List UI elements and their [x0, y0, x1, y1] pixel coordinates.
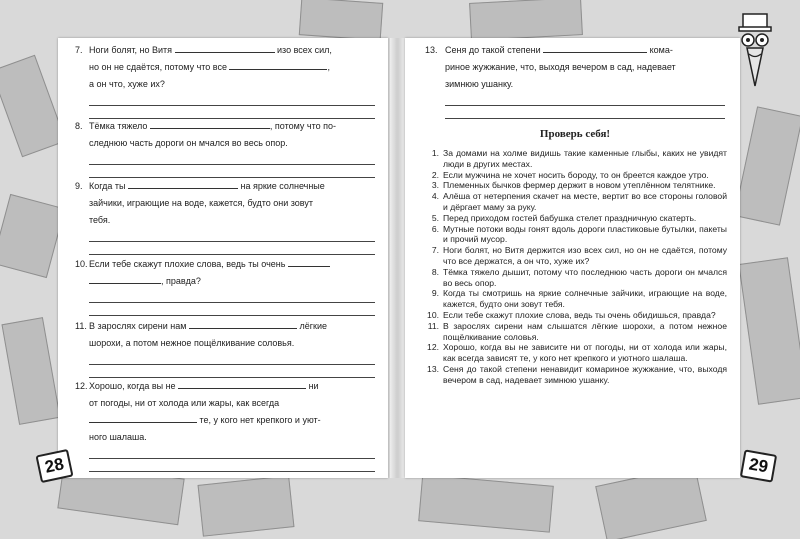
exercise-10: 10. Если тебе скажут плохие слова, ведь ты очень , правда?	[75, 256, 375, 316]
answers-list	[425, 148, 727, 386]
page-number-left: 28	[35, 449, 73, 483]
answer-item: 12. Хорошо, когда вы не зависите ни от погоды, ни от холода или жары, как всегда зависят те, у кого нет крепкого и уютного шалаша.	[427, 342, 727, 364]
answer-line[interactable]	[89, 94, 375, 106]
answer-line[interactable]	[89, 366, 375, 378]
exercise-8: 8. Тёмка тяжело , потому что по- следнюю часть дороги он мчался во весь опор.	[75, 118, 375, 178]
right-page	[405, 38, 740, 478]
answer-line[interactable]	[89, 353, 375, 365]
answer-item: 6. Мутные потоки воды гонят вдоль дороги пластиковые бутылки, пакеты и прочий мусор.	[431, 223, 727, 245]
page-number-right: 29	[740, 449, 777, 482]
answer-line[interactable]	[445, 94, 725, 106]
exercise-7: 7. Ноги болят, но Витя изо всех сил, но он не сдаётся, потому что все , а он что, хуже их?	[75, 42, 375, 119]
answer-line[interactable]	[89, 304, 375, 316]
exercise-9: 9. Когда ты на яркие солнечные зайчики, играющие на воде, кажется, будто они зовут тебя.	[75, 178, 375, 255]
answer-line[interactable]	[89, 230, 375, 242]
exercise-11: 11. В зарослях сирени нам лёгкие шорохи, а потом нежное пощёлкивание соловья.	[75, 318, 375, 378]
exercise-12: 12. Хорошо, когда вы не ни от погоды, ни от холода или жары, как всегда те, у кого нет крепкого и уют- ного шалаша.	[75, 378, 375, 472]
answer-line[interactable]	[89, 166, 375, 178]
answer-item: 8. Тёмка тяжело дышит, потому что последнюю часть дороги он мчался во весь опор.	[431, 266, 727, 288]
answer-item: 4. Алёша от нетерпения скачет на месте, вертит во все стороны головой и дёргает маму за руку.	[431, 191, 727, 212]
book-spine	[390, 38, 405, 478]
pencil-mascot-icon	[735, 10, 775, 90]
answer-item: 11. В зарослях сирени нам слышатся лёгкие шорохи, а потом нежное пощёлкивание соловья.	[427, 320, 727, 342]
answer-line[interactable]	[445, 107, 725, 119]
left-page	[58, 38, 388, 478]
answer-item: 9. Когда ты смотришь на яркие солнечные зайчики, играющие на воде, кажется, будто они зовут тебя.	[431, 288, 727, 310]
answer-item: 5. Перед приходом гостей бабушка стелет праздничную скатерть.	[431, 212, 697, 223]
answer-line[interactable]	[89, 460, 375, 472]
answer-item: 3. Племенных бычков фермер держит в новом утеплённом телятнике.	[431, 180, 716, 191]
exercise-13: 13. Сеня до такой степени кома- риное жужжание, что, выходя вечером в сад, надевает зимнюю ушанку.	[425, 42, 725, 119]
answer-item: 1. За домами на холме видишь такие каменные глыбы, каких не увидят люди в других местах.	[431, 148, 727, 169]
answer-item: 13. Сеня до такой степени ненавидит комариное жужжание, что, выходя вечером в сад, надевает зимнюю ушанку.	[427, 363, 727, 385]
answer-line[interactable]	[89, 243, 375, 255]
answers-title: Проверь себя!	[539, 128, 611, 140]
answer-line[interactable]	[89, 447, 375, 459]
answer-line[interactable]	[89, 153, 375, 165]
answer-line[interactable]	[89, 291, 375, 303]
answer-item: 7. Ноги болят, но Витя держится изо всех сил, но он не сдаётся, потому что все держатся, а он что, хуже их?	[431, 245, 727, 266]
answer-item: 2. Если мужчина не хочет носить бороду, то он бреется каждое утро.	[431, 169, 709, 180]
answer-item: 10. Если тебе скажут плохие слова, ведь ты очень обидишься, правда?	[427, 309, 716, 320]
